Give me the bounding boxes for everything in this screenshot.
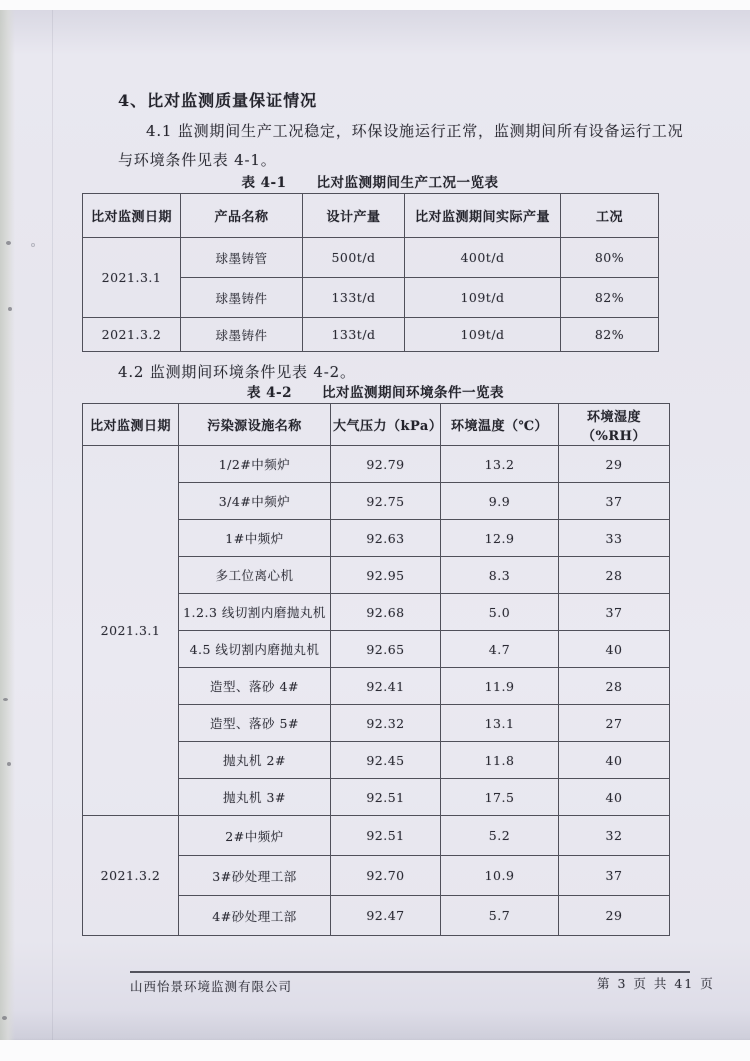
pressure-cell: 92.45 <box>331 742 441 779</box>
column-header-humidity: 环境湿度（%RH） <box>559 404 670 446</box>
facility-cell: 1#中频炉 <box>179 520 331 557</box>
humidity-cell: 28 <box>559 668 670 705</box>
table-4-2-caption-number: 表 4-2 <box>246 385 293 401</box>
pressure-cell: 92.70 <box>331 856 441 896</box>
footer-page-number: 第 3 页 共 41 页 <box>597 976 715 991</box>
humidity-cell: 32 <box>559 816 670 856</box>
temperature-cell: 13.1 <box>441 705 559 742</box>
humidity-cell: 37 <box>559 856 670 896</box>
temperature-cell: 11.9 <box>441 668 559 705</box>
pressure-cell: 92.51 <box>331 779 441 816</box>
facility-cell: 抛丸机 3# <box>179 779 331 816</box>
date-cell: 2021.3.1 <box>83 238 181 318</box>
load-cell: 82% <box>561 278 659 318</box>
pressure-cell: 92.47 <box>331 896 441 936</box>
humidity-cell: 40 <box>559 631 670 668</box>
footer-rule <box>130 971 690 973</box>
facility-cell: 造型、落砂 4# <box>179 668 331 705</box>
table-4-1-caption <box>82 171 658 191</box>
humidity-cell: 27 <box>559 705 670 742</box>
facility-cell: 4.5 线切割内磨抛丸机 <box>179 631 331 668</box>
table-4-2-caption <box>82 381 669 401</box>
load-cell: 82% <box>561 318 659 352</box>
table-row <box>83 816 670 856</box>
humidity-cell: 37 <box>559 483 670 520</box>
date-cell: 2021.3.2 <box>83 318 181 352</box>
table-4-2-caption-title: 比对监测期间环境条件一览表 <box>322 385 505 401</box>
paragraph-4-1-line-1: 4.1 监测期间生产工况稳定，环保设施运行正常，监测期间所有设备运行工况 <box>146 122 684 140</box>
production-conditions-table <box>82 193 659 352</box>
paragraph-4-1-line-2: 与环境条件见表 4-1。 <box>118 151 277 169</box>
paragraph-4-2: 4.2 监测期间环境条件见表 4-2。 <box>118 363 356 381</box>
column-header-load: 工况 <box>561 194 659 238</box>
date-cell: 2021.3.1 <box>83 446 179 816</box>
temperature-cell: 9.9 <box>441 483 559 520</box>
humidity-cell: 40 <box>559 779 670 816</box>
facility-cell: 3/4#中频炉 <box>179 483 331 520</box>
humidity-cell: 33 <box>559 520 670 557</box>
humidity-cell: 28 <box>559 557 670 594</box>
pressure-cell: 92.51 <box>331 816 441 856</box>
facility-cell: 4#砂处理工部 <box>179 896 331 936</box>
temperature-cell: 5.0 <box>441 594 559 631</box>
column-header-pressure: 大气压力（kPa） <box>331 404 441 446</box>
humidity-cell: 40 <box>559 742 670 779</box>
actual-output-cell: 400t/d <box>405 238 561 278</box>
table-row <box>83 446 670 483</box>
table-header-row <box>83 404 670 446</box>
footer-company-name: 山西怡景环境监测有限公司 <box>130 979 293 994</box>
environment-conditions-table <box>82 403 670 936</box>
table-header-row <box>83 194 659 238</box>
date-cell: 2021.3.2 <box>83 816 179 936</box>
facility-cell: 1.2.3 线切割内磨抛丸机 <box>179 594 331 631</box>
column-header-design-output: 设计产量 <box>303 194 405 238</box>
humidity-cell: 29 <box>559 446 670 483</box>
temperature-cell: 5.7 <box>441 896 559 936</box>
pressure-cell: 92.79 <box>331 446 441 483</box>
humidity-cell: 37 <box>559 594 670 631</box>
facility-cell: 多工位离心机 <box>179 557 331 594</box>
temperature-cell: 17.5 <box>441 779 559 816</box>
pressure-cell: 92.68 <box>331 594 441 631</box>
facility-cell: 造型、落砂 5# <box>179 705 331 742</box>
temperature-cell: 5.2 <box>441 816 559 856</box>
column-header-actual-output: 比对监测期间实际产量 <box>405 194 561 238</box>
load-cell: 80% <box>561 238 659 278</box>
actual-output-cell: 109t/d <box>405 318 561 352</box>
pressure-cell: 92.63 <box>331 520 441 557</box>
product-cell: 球墨铸件 <box>181 278 303 318</box>
temperature-cell: 11.8 <box>441 742 559 779</box>
product-cell: 球墨铸管 <box>181 238 303 278</box>
temperature-cell: 10.9 <box>441 856 559 896</box>
column-header-facility: 污染源设施名称 <box>179 404 331 446</box>
temperature-cell: 4.7 <box>441 631 559 668</box>
temperature-cell: 12.9 <box>441 520 559 557</box>
section-4-heading: 4、比对监测质量保证情况 <box>118 91 318 110</box>
pressure-cell: 92.95 <box>331 557 441 594</box>
table-row <box>83 238 659 278</box>
column-header-date: 比对监测日期 <box>83 194 181 238</box>
pressure-cell: 92.41 <box>331 668 441 705</box>
temperature-cell: 8.3 <box>441 557 559 594</box>
facility-cell: 1/2#中频炉 <box>179 446 331 483</box>
facility-cell: 3#砂处理工部 <box>179 856 331 896</box>
column-header-temperature: 环境温度（℃） <box>441 404 559 446</box>
design-output-cell: 133t/d <box>303 278 405 318</box>
pressure-cell: 92.65 <box>331 631 441 668</box>
facility-cell: 2#中频炉 <box>179 816 331 856</box>
column-header-date: 比对监测日期 <box>83 404 179 446</box>
product-cell: 球墨铸件 <box>181 318 303 352</box>
actual-output-cell: 109t/d <box>405 278 561 318</box>
table-4-1-caption-title: 比对监测期间生产工况一览表 <box>316 175 499 191</box>
column-header-product: 产品名称 <box>181 194 303 238</box>
design-output-cell: 500t/d <box>303 238 405 278</box>
pressure-cell: 92.32 <box>331 705 441 742</box>
facility-cell: 抛丸机 2# <box>179 742 331 779</box>
table-row <box>83 318 659 352</box>
design-output-cell: 133t/d <box>303 318 405 352</box>
pressure-cell: 92.75 <box>331 483 441 520</box>
table-4-1-caption-number: 表 4-1 <box>241 175 287 191</box>
humidity-cell: 29 <box>559 896 670 936</box>
temperature-cell: 13.2 <box>441 446 559 483</box>
